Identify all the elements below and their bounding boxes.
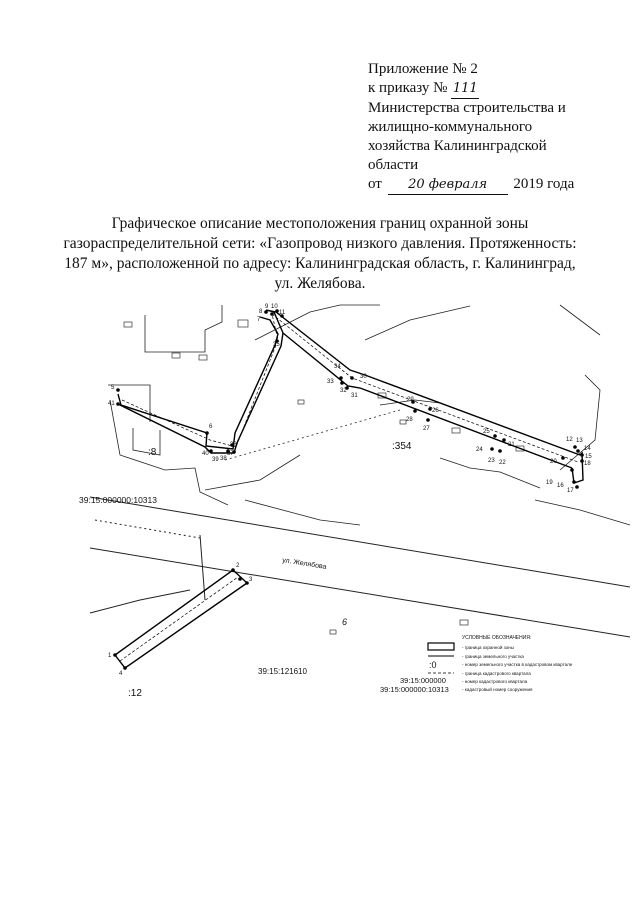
point-label: 13 [576, 438, 583, 444]
point-label: 5 [111, 385, 115, 391]
legend-text: - номер земельного участка в кадастровом квартале [462, 662, 573, 667]
point-label: 30 [360, 374, 367, 380]
point-label: 26 [432, 408, 439, 414]
cadastral-block-label: 39:15:121610 [258, 667, 307, 676]
pipeline-axis [120, 314, 578, 661]
point-label: 25 [483, 429, 490, 435]
point-label: 8 [259, 309, 263, 315]
point-label: 7 [257, 317, 261, 323]
order-number-handwritten: 111 [451, 79, 479, 99]
point-number-labels [108, 304, 592, 677]
point-label: 14 [584, 446, 591, 452]
street-label: ул. Желябова [281, 557, 327, 571]
point-label: 12 [566, 437, 573, 443]
legend-sample-zone [428, 643, 454, 650]
point-label: 40 [202, 451, 209, 457]
parcel-label: :8 [148, 447, 157, 458]
point-label: 29 [407, 397, 414, 403]
point-label: 34 [334, 364, 341, 370]
point-label: 37 [227, 451, 234, 457]
point-label: 16 [557, 483, 564, 489]
title-line-4: ул. Желябова. [274, 275, 366, 292]
title-line-1: Графическое описание местоположения границ охранной зоны [111, 215, 529, 232]
point-label: 31 [351, 393, 358, 399]
point-label: 38 [220, 456, 227, 462]
ministry-line-3: хозяйства Калининградской [368, 138, 547, 154]
appendix-title: Приложение № 2 [368, 61, 478, 77]
vertex-points [113, 309, 584, 670]
ministry-line-4: области [368, 157, 419, 173]
point-label: 32 [340, 388, 347, 394]
point-label: 2 [236, 563, 240, 569]
ministry-line-2: жилищно-коммунального [368, 119, 533, 135]
point-label: 21 [508, 442, 515, 448]
parcel-label: :12 [128, 688, 142, 699]
street-lines [90, 497, 630, 637]
point-label: 10 [271, 304, 278, 310]
ministry-line-1: Министерства строительства и [368, 100, 566, 116]
point-label: 4 [119, 671, 123, 677]
point-label: 33 [327, 379, 334, 385]
date-prefix: от [368, 176, 382, 192]
parcel-boundaries [108, 305, 630, 525]
point-label: 1 [108, 653, 112, 659]
legend [380, 635, 573, 694]
point-label: 20 [550, 459, 557, 465]
legend-title: УСЛОВНЫЕ ОБОЗНАЧЕНИЯ: [462, 635, 532, 641]
point-label: 11 [279, 310, 286, 316]
parcel-label: 6 [342, 617, 348, 627]
date-handwritten: 20 февраля [388, 175, 508, 195]
legend-text: - номер кадастрового квартала [462, 679, 528, 684]
legend-sample-text: 39:15:000000:10313 [380, 685, 449, 694]
order-prefix: к приказу № [368, 80, 448, 96]
point-label: 22 [499, 460, 506, 466]
point-label: 23 [488, 458, 495, 464]
point-label: 18 [584, 461, 591, 467]
point-label: 35 [273, 342, 280, 348]
point-label: 27 [423, 426, 430, 432]
point-label: 6 [209, 424, 213, 430]
point-label: 9 [265, 304, 269, 310]
point-label: 15 [585, 454, 592, 460]
point-label: 28 [406, 417, 413, 423]
cadastral-block-label: 39:15:000000:10313 [79, 495, 157, 505]
legend-sample-text: 39:15:000000 [400, 676, 446, 685]
point-label: 3 [249, 577, 253, 583]
parcel-label: :354 [392, 441, 412, 452]
legend-text: - граница земельного участка [462, 654, 524, 659]
point-label: 41 [108, 401, 115, 407]
title-line-2: газораспределительной сети: «Газопровод низкого давления. Протяженность: [63, 235, 577, 252]
legend-text: - граница охранной зоны [462, 645, 514, 650]
legend-text: - кадастровый номер сооружения [462, 687, 533, 692]
point-label: 19 [546, 480, 553, 486]
point-label: 17 [567, 488, 574, 494]
title-line-3: 187 м», расположенной по адресу: Калининградская область, г. Калининград, [64, 255, 576, 272]
legend-text: - граница кадастрового квартала [462, 671, 531, 676]
point-label: 24 [476, 447, 483, 453]
legend-sample-text: :0 [429, 660, 437, 670]
point-label: 39 [212, 457, 219, 463]
point-label: 36 [230, 442, 237, 448]
date-suffix: 2019 года [513, 176, 575, 192]
